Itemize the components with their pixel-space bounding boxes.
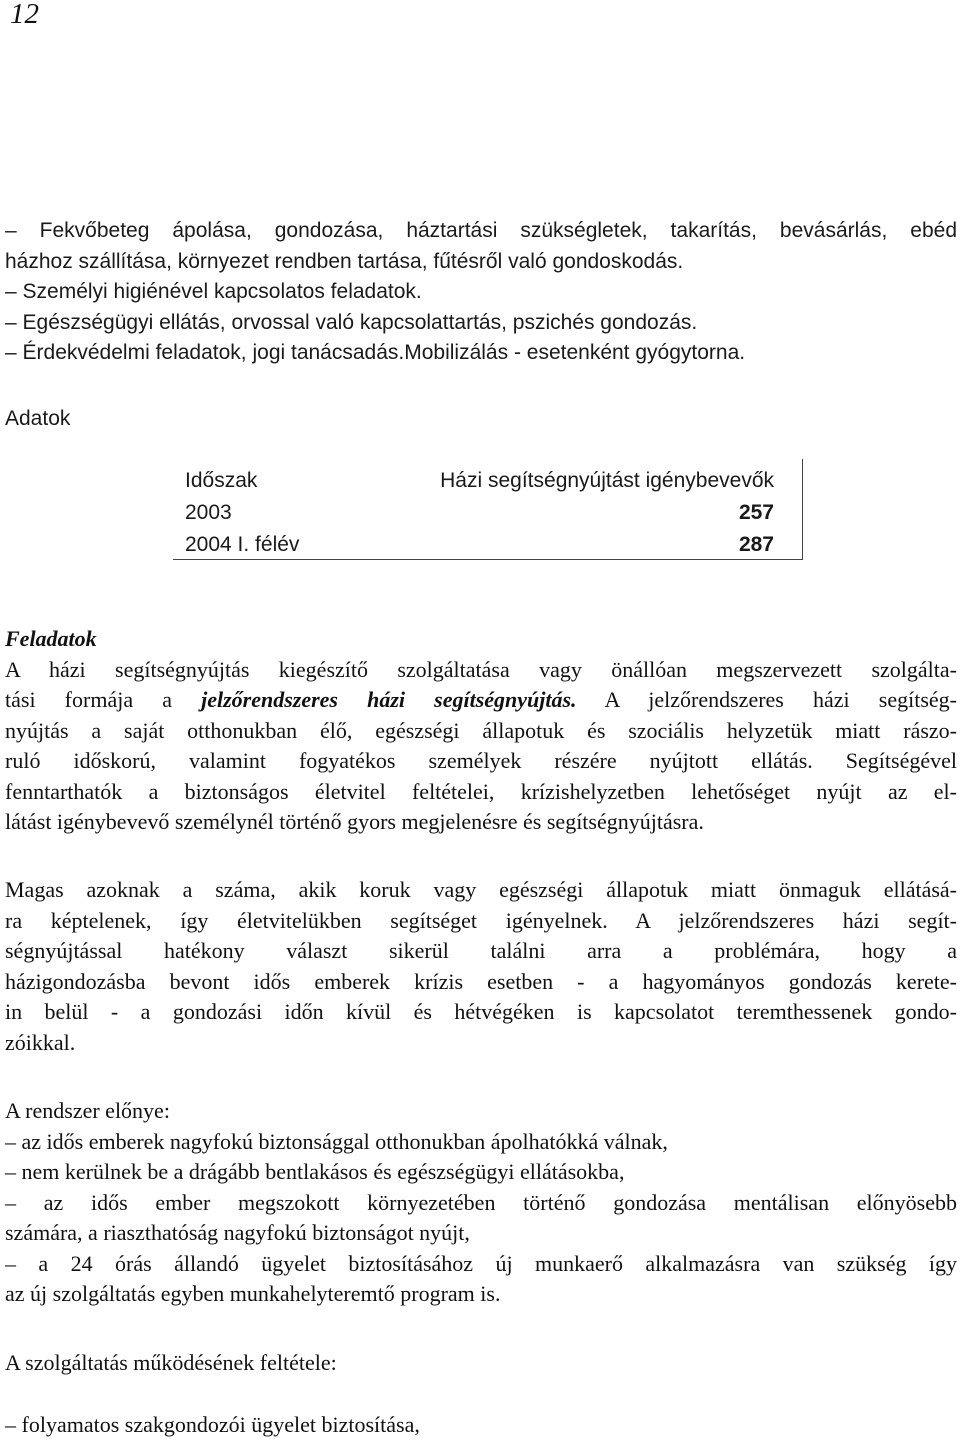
list-item: – a 24 órás állandó ügyelet biztosításához új munkaerő alkalmazásra van szükség így [5,1250,957,1276]
conditions-heading: A szolgáltatás működésének feltétele: [5,1350,337,1375]
paragraph-line: A házi segítségnyújtás kiegészítő szolgáltatása vagy önállóan megszervezett szolgálta- [5,656,957,682]
paragraph-line: fenntarthatók a biztonságos életvitel feltételei, krízishelyzetben lehetőséget nyújt az el- [5,778,957,804]
paragraph-2 [5,875,957,1058]
emphasis-term: jelzőrendszeres házi segítségnyújtás. [201,687,577,712]
list-item: – nem kerülnek be a drágább bentlakásos és egészségügyi ellátásokba, [5,1159,625,1184]
paragraph-line: Magas azoknak a száma, akik koruk vagy egészségi állapotuk miatt önmaguk ellátásá- [5,877,957,902]
tasks-section [5,624,957,838]
list-item: – az idős emberek nagyfokú biztonsággal otthonukban ápolhatókká válnak, [5,1128,668,1154]
tasks-heading: Feladatok [5,626,97,651]
list-item: – Fekvőbeteg ápolása, gondozása, háztartási szükségletek, takarítás, bevásárlás, ebéd [5,219,957,242]
paragraph-line: ruló időskorú, valamint fogyatékos személyek részére nyújtott ellátás. Segítségével [5,748,957,773]
advantages-section [5,1096,957,1310]
list-item: – az idős ember megszokott környezetében történő gondozása mentálisan előnyösebb [5,1189,957,1215]
data-heading: Adatok [5,407,71,430]
cell-count: 257 [738,501,774,524]
paragraph-line: ra képtelenek, így életvitelükben segítséget igényelnek. A jelzőrendszeres házi segít- [5,907,957,933]
data-table [173,459,803,560]
table-row [185,497,774,529]
advantages-heading: A rendszer előnye: [5,1098,170,1123]
intro-task-list [5,216,957,369]
header-count: Házi segítségnyújtást igénybevevők [440,469,774,492]
list-item: – Egészségügyi ellátás, orvossal való kapcsolattartás, pszichés gondozás. [5,310,698,334]
cell-count: 287 [738,533,774,556]
paragraph-line: ségnyújtással hatékony választ sikerül találni arra a problémára, hogy a [5,938,957,963]
paragraph-line: nyújtás a saját otthonukban élő, egészségi állapotuk és szociális helyzetük miatt rászo- [5,717,957,743]
page-number: 12 [10,0,39,30]
list-item: – Érdekvédelmi feladatok, jogi tanácsadás.Mobilizálás - esetenként gyógytorna. [5,341,746,364]
paragraph-line: látást igénybevevő személynél történő gyors megjelenésre és segítségnyújtásra. [5,809,704,834]
paragraph-line: zóikkal. [5,1029,76,1055]
conditions-section [5,1348,957,1379]
cell-period: 2004 I. félév [185,533,300,556]
list-item: – folyamatos szakgondozói ügyelet biztosítása, [5,1412,420,1437]
header-period: Időszak [185,469,258,492]
list-item-continuation: számára, a riaszthatóság nagyfokú biztonságot nyújt, [5,1220,470,1245]
list-item-continuation: házhoz szállítása, környezet rendben tartása, fűtésről való gondoskodás. [5,249,684,273]
cell-period: 2003 [185,501,232,524]
list-item-continuation: az új szolgáltatás egyben munkahelyteremtő program is. [5,1281,501,1306]
paragraph-line: tási formája a jelzőrendszeres házi segítségnyújtás. A jelzőrendszeres házi segítség- [5,687,957,712]
list-item: – Személyi higiénével kapcsolatos feladatok. [5,280,422,303]
table-header-row [185,465,774,497]
table-row [185,529,774,561]
paragraph-line: in belül - a gondozási időn kívül és hétvégéken is kapcsolatot teremthessenek gondo- [5,999,957,1024]
paragraph-line: házigondozásba bevont idős emberek krízis esetben - a hagyományos gondozás kerete- [5,968,957,994]
